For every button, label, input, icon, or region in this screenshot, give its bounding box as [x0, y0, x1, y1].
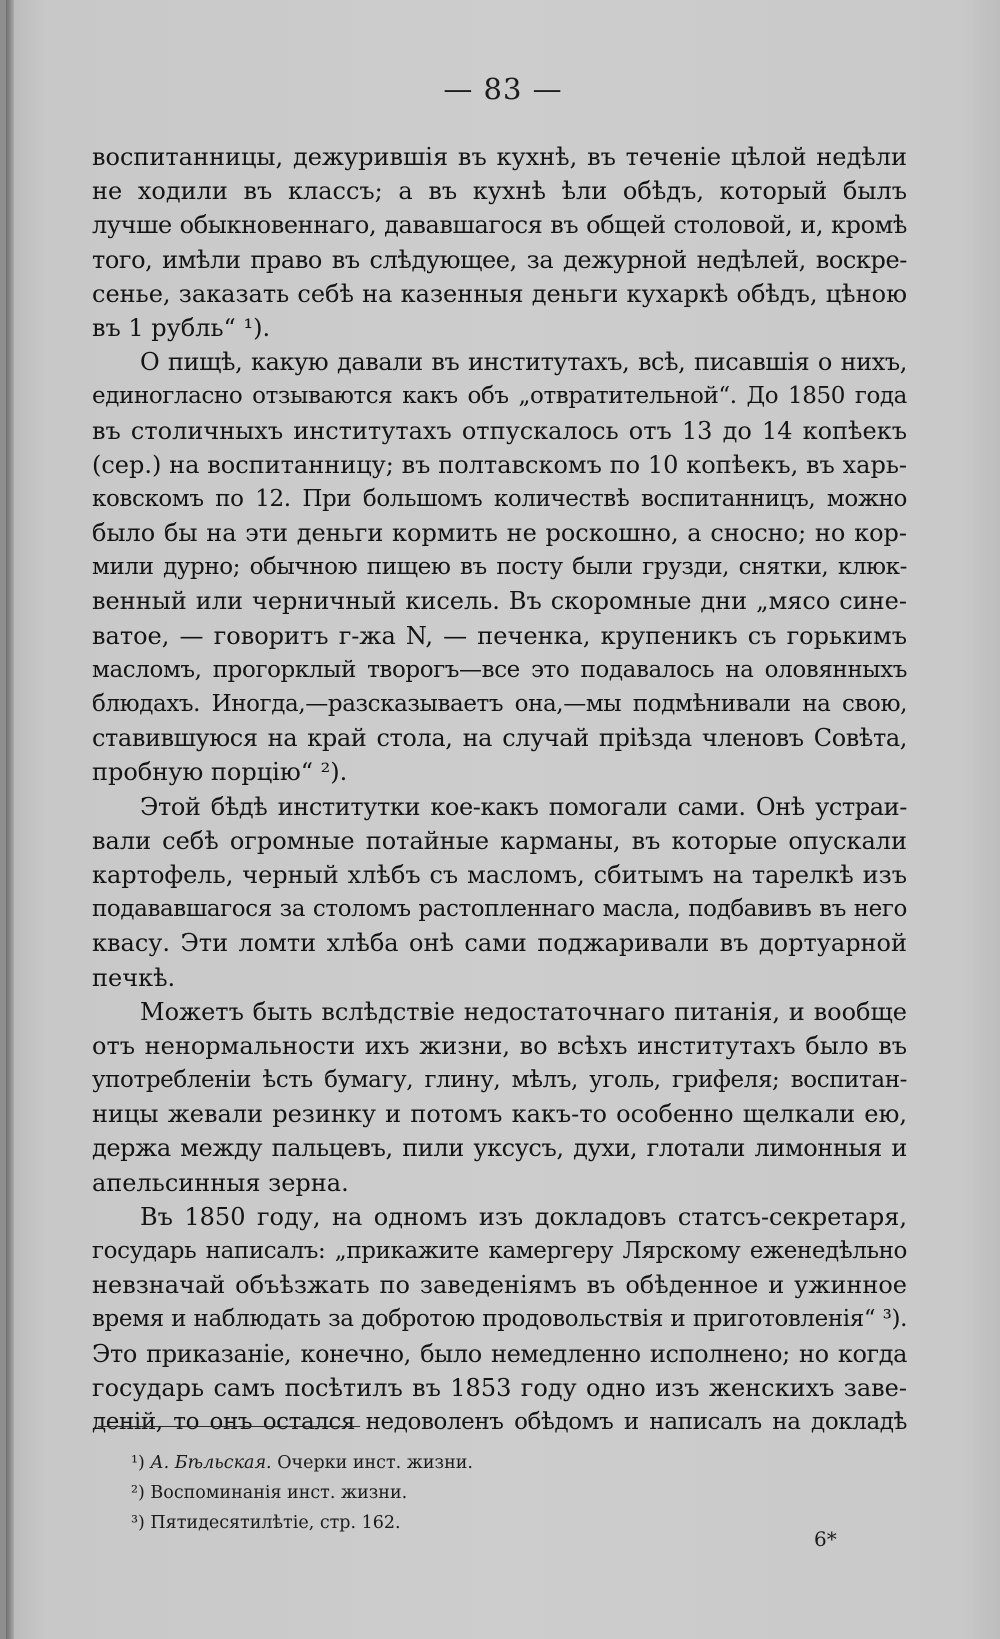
footnote-2 [131, 1478, 831, 1508]
footnotes [131, 1448, 831, 1538]
text-line: того, имѣли право въ слѣдующее, за дежурной недѣлей, воскре- [92, 245, 907, 274]
text-line: апельсинныя зерна. [92, 1168, 349, 1197]
text-line: воспитанницы, дежурившія въ кухнѣ, въ теченіе цѣлой недѣли [92, 143, 907, 171]
footnote-mark: ²) [131, 1483, 145, 1503]
footnote-text: Очерки инст. жизни. [277, 1453, 473, 1473]
text-line: было бы на эти деньги кормить не роскошно, а сносно; но кор- [92, 519, 907, 548]
book-page [6, 0, 1000, 1639]
footnote-text: Пятидесятилѣтіе, стр. 162. [150, 1513, 401, 1533]
footnote-mark: ³) [131, 1513, 145, 1533]
text-line: печкѣ. [92, 963, 176, 992]
text-line: сенье, заказать себѣ на казенныя деньги кухаркѣ обѣдъ, цѣною [92, 279, 907, 308]
text-line: въ столичныхъ институтахъ отпускалось отъ 13 до 14 копѣекъ [92, 416, 907, 445]
text-line: ставившуюся на край стола, на случай пріѣзда членовъ Совѣта, [92, 724, 907, 753]
text-line: подававшагося за столомъ растопленнаго масла, подбавивъ въ него [92, 896, 907, 923]
text-line: О пищѣ, какую давали въ институтахъ, всѣ, писавшія о нихъ, [140, 348, 907, 377]
footnote-1 [131, 1448, 831, 1478]
text-line: масломъ, прогорклый творогъ—все это подавалось на оловянныхъ [92, 656, 907, 683]
text-line: отъ ненормальности ихъ жизни, во всѣхъ институтахъ было въ [92, 1031, 907, 1060]
text-line: государь написалъ: „прикажите камергеру Лярскому еженедѣльно [92, 1238, 907, 1264]
text-line: Можетъ быть вслѣдствіе недостаточнаго питанія, и вообще [140, 997, 907, 1026]
text-line: квасу. Эти ломти хлѣба онѣ сами поджаривали въ дортуарной [92, 929, 907, 958]
text-line: государь самъ посѣтилъ въ 1853 году одно изъ женскихъ заве- [92, 1373, 907, 1402]
page-number: — 83 — [443, 72, 563, 106]
text-line: Этой бѣдѣ институтки кое-какъ помогали сами. Онѣ устраи- [140, 792, 907, 821]
main-text [92, 140, 907, 1439]
text-line: единогласно отзываются какъ объ „отвратительной“. До 1850 года [92, 383, 907, 410]
text-line: деній, то онъ остался недоволенъ обѣдомъ и написалъ на докладѣ [92, 1408, 907, 1435]
printer-signature-mark: 6* [814, 1527, 837, 1551]
text-line: держа между пальцевъ, пили уксусъ, духи, глотали лимонныя и [92, 1134, 907, 1163]
text-line: ковскомъ по 12. При большомъ количествѣ воспитанницъ, можно [92, 485, 907, 512]
text-line: мили дурно; обычною пищею въ посту были грузди, снятки, клюк- [92, 554, 907, 581]
text-line: въ 1 рубль“ ¹). [92, 313, 271, 342]
text-line: блюдахъ. Иногда,—разсказываетъ она,—мы подмѣнивали на свою, [92, 691, 907, 717]
text-line: пробную порцію“ ²). [92, 758, 348, 787]
text-line: Въ 1850 году, на одномъ изъ докладовъ статсъ-секретаря, [140, 1202, 907, 1231]
text-line: употребленіи ѣсть бумагу, глину, мѣлъ, уголь, грифеля; воспитан- [92, 1067, 907, 1094]
text-line: невзначай объѣзжать по заведеніямъ въ обѣденное и ужинное [92, 1271, 907, 1300]
text-line: вали себѣ огромные потайные карманы, въ которые опускали [92, 826, 907, 855]
footnote-author: А. Бѣльская. [150, 1453, 272, 1473]
text-line: ницы жевали резинку и потомъ какъ-то особенно щелкали ею, [92, 1100, 907, 1129]
footnote-divider [98, 1426, 360, 1427]
text-line: не ходили въ классъ; а въ кухнѣ ѣли обѣдъ, который былъ [92, 177, 907, 206]
text-line: лучше обыкновеннаго, дававшагося въ общей столовой, и, кромѣ [92, 211, 907, 240]
text-line: картофель, черный хлѣбъ съ масломъ, сбитымъ на тарелкѣ изъ [92, 860, 907, 889]
text-line: время и наблюдать за добротою продовольствія и приготовленія“ ³). [92, 1306, 907, 1333]
footnote-text: Воспоминанія инст. жизни. [150, 1483, 408, 1503]
text-line: Это приказаніе, конечно, было немедленно исполнено; но когда [92, 1339, 907, 1368]
footnote-mark: ¹) [131, 1453, 145, 1473]
page-binding-shadow [6, 0, 14, 1639]
text-line: венный или черничный кисель. Въ скоромные дни „мясо сине- [92, 587, 907, 616]
text-line: ватое, — говоритъ г-жа N, — печенка, крупеникъ съ горькимъ [92, 621, 907, 650]
footnote-3 [131, 1508, 831, 1538]
text-line: (сер.) на воспитанницу; въ полтавскомъ по 10 копѣекъ, въ харь- [92, 450, 907, 479]
